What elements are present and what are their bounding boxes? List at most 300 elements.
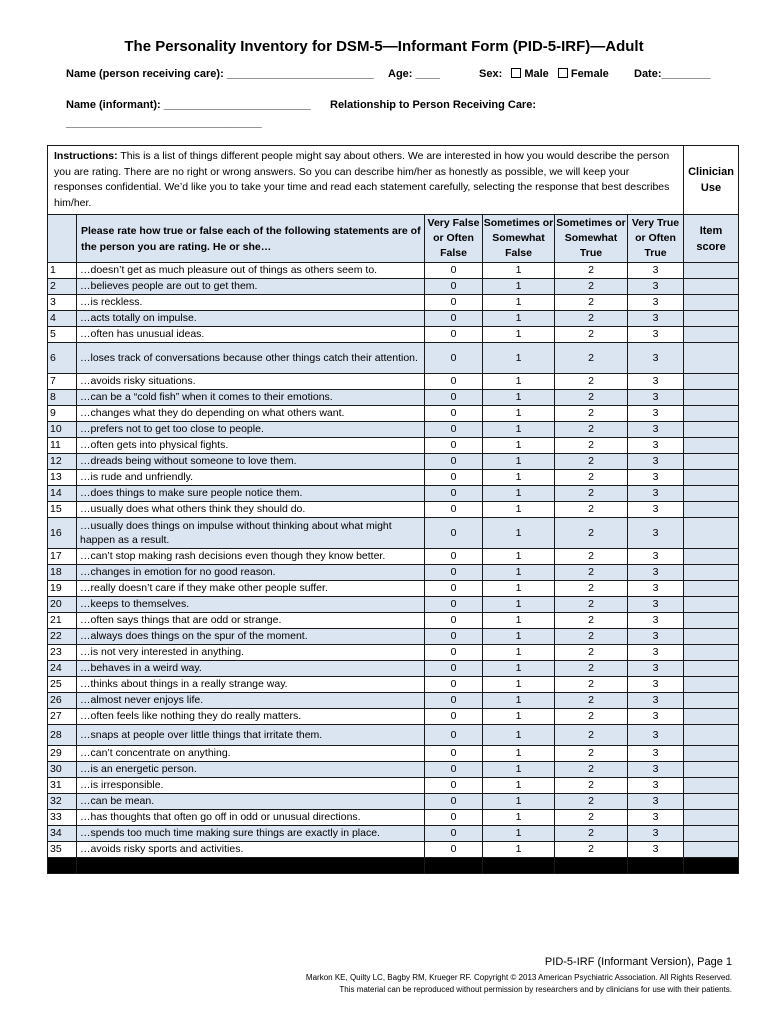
rating-option-3[interactable]: 3 <box>628 518 684 549</box>
rating-option-3[interactable]: 3 <box>628 746 684 762</box>
item-statement: …does things to make sure people notice them. <box>77 486 425 502</box>
rating-option-1[interactable]: 1 <box>483 295 555 311</box>
rating-option-3[interactable]: 3 <box>628 693 684 709</box>
table-row <box>48 581 739 597</box>
item-statement: …changes what they do depending on what others want. <box>77 406 425 422</box>
rating-option-3[interactable]: 3 <box>628 629 684 645</box>
rating-option-1[interactable]: 1 <box>483 629 555 645</box>
rating-option-2[interactable]: 2 <box>555 438 628 454</box>
male-checkbox[interactable] <box>511 68 521 78</box>
informant-label: Name (informant): ________________________ <box>66 99 311 111</box>
item-statement: …doesn’t get as much pleasure out of things as others seem to. <box>77 263 425 279</box>
rating-option-1[interactable]: 1 <box>483 826 555 842</box>
rating-option-1[interactable]: 1 <box>483 438 555 454</box>
rating-option-3[interactable]: 3 <box>628 581 684 597</box>
rating-option-1[interactable]: 1 <box>483 422 555 438</box>
item-statement: …avoids risky situations. <box>77 374 425 390</box>
item-number: 7 <box>48 374 77 390</box>
rating-option-2[interactable]: 2 <box>555 374 628 390</box>
item-statement: …snaps at people over little things that irritate them. <box>77 725 425 746</box>
rating-option-2[interactable]: 2 <box>555 693 628 709</box>
item-statement: …usually does what others think they should do. <box>77 502 425 518</box>
item-number: 23 <box>48 645 77 661</box>
instructions-text: This is a list of things different people might say about others. We are interested in how you would describe the person you are rating. There are no right or wrong answers. So you can describe him/her as honestly as possible, we will keep your responses confidential. We’d like you to take your time and read each statement carefully, selecting the response that best describes him/her. <box>54 150 670 209</box>
rating-option-1[interactable]: 1 <box>483 677 555 693</box>
table-row <box>48 842 739 858</box>
rating-option-0[interactable]: 0 <box>425 406 483 422</box>
item-statement: …is not very interested in anything. <box>77 645 425 661</box>
item-number: 16 <box>48 518 77 549</box>
rating-option-0[interactable]: 0 <box>425 390 483 406</box>
item-number: 22 <box>48 629 77 645</box>
rating-option-0[interactable]: 0 <box>425 279 483 295</box>
item-score-cell[interactable] <box>684 725 739 746</box>
rating-option-2[interactable]: 2 <box>555 327 628 343</box>
item-statement: …behaves in a weird way. <box>77 661 425 677</box>
item-statement: …really doesn’t care if they make other people suffer. <box>77 581 425 597</box>
item-number: 27 <box>48 709 77 725</box>
rating-option-0[interactable]: 0 <box>425 693 483 709</box>
rating-option-0[interactable]: 0 <box>425 374 483 390</box>
item-score-cell[interactable] <box>684 295 739 311</box>
rating-option-0[interactable]: 0 <box>425 422 483 438</box>
rating-option-1[interactable]: 1 <box>483 502 555 518</box>
rating-option-1[interactable]: 1 <box>483 613 555 629</box>
rating-option-1[interactable]: 1 <box>483 406 555 422</box>
item-number: 30 <box>48 762 77 778</box>
rating-option-3[interactable]: 3 <box>628 470 684 486</box>
date-field[interactable] <box>634 68 710 80</box>
male-label: Male <box>524 68 549 80</box>
rating-prompt: Please rate how true or false each of the following statements are of the person you are rating. He or she… <box>77 215 425 263</box>
item-statement: …thinks about things in a really strange way. <box>77 677 425 693</box>
rating-option-2[interactable]: 2 <box>555 810 628 826</box>
rating-option-3[interactable]: 3 <box>628 842 684 858</box>
item-score-cell[interactable] <box>684 677 739 693</box>
item-score-cell[interactable] <box>684 454 739 470</box>
rating-option-1[interactable]: 1 <box>483 565 555 581</box>
table-row <box>48 486 739 502</box>
table-row <box>48 565 739 581</box>
form-title: The Personality Inventory for DSM-5—Informant Form (PID-5-IRF)—Adult <box>124 38 644 55</box>
female-checkbox[interactable] <box>558 68 568 78</box>
rating-option-3[interactable]: 3 <box>628 810 684 826</box>
rating-option-0[interactable]: 0 <box>425 549 483 565</box>
rating-option-3[interactable]: 3 <box>628 826 684 842</box>
rating-option-0[interactable]: 0 <box>425 826 483 842</box>
rating-option-0[interactable]: 0 <box>425 597 483 613</box>
age-label: Age: ____ <box>388 68 440 80</box>
rating-option-1[interactable]: 1 <box>483 709 555 725</box>
rating-option-0[interactable]: 0 <box>425 629 483 645</box>
rating-option-0[interactable]: 0 <box>425 645 483 661</box>
item-number: 10 <box>48 422 77 438</box>
item-statement: …is irresponsible. <box>77 778 425 794</box>
item-statement: …loses track of conversations because other things catch their attention. <box>77 343 425 374</box>
rating-option-2[interactable]: 2 <box>555 263 628 279</box>
citation-copyright: Markon KE, Quilty LC, Bagby RM, Krueger RF. Copyright © 2013 American Psychiatric Association. All Rights Reserved. <box>305 973 732 982</box>
rating-option-3[interactable]: 3 <box>628 661 684 677</box>
name-care-label: Name (person receiving care): ________________________ <box>66 68 374 80</box>
rating-option-0[interactable]: 0 <box>425 794 483 810</box>
table-row <box>48 311 739 327</box>
rating-option-3[interactable]: 3 <box>628 343 684 374</box>
table-row <box>48 613 739 629</box>
citation <box>306 972 732 996</box>
table-row <box>48 746 739 762</box>
rating-option-0[interactable]: 0 <box>425 311 483 327</box>
rating-option-2[interactable]: 2 <box>555 677 628 693</box>
item-statement: …is reckless. <box>77 295 425 311</box>
rating-option-2[interactable]: 2 <box>555 597 628 613</box>
item-score-cell[interactable] <box>684 422 739 438</box>
item-number: 21 <box>48 613 77 629</box>
rating-option-0[interactable]: 0 <box>425 343 483 374</box>
item-score-cell[interactable] <box>684 842 739 858</box>
rating-option-1[interactable]: 1 <box>483 311 555 327</box>
rating-option-2[interactable]: 2 <box>555 486 628 502</box>
table-row <box>48 762 739 778</box>
item-score-cell[interactable] <box>684 279 739 295</box>
rating-option-0[interactable]: 0 <box>425 263 483 279</box>
age-field[interactable] <box>388 68 440 80</box>
item-score-cell[interactable] <box>684 343 739 374</box>
item-number: 8 <box>48 390 77 406</box>
item-statement: …avoids risky sports and activities. <box>77 842 425 858</box>
item-statement: …prefers not to get too close to people. <box>77 422 425 438</box>
item-rows <box>48 263 739 858</box>
rating-option-0[interactable]: 0 <box>425 709 483 725</box>
rating-option-1[interactable]: 1 <box>483 746 555 762</box>
option-very-false: Very False or Often False <box>425 215 483 263</box>
item-number: 29 <box>48 746 77 762</box>
item-number: 4 <box>48 311 77 327</box>
relationship-blank[interactable]: ________________________________ <box>66 117 262 129</box>
item-score-cell[interactable] <box>684 327 739 343</box>
rating-option-3[interactable]: 3 <box>628 406 684 422</box>
item-number: 9 <box>48 406 77 422</box>
table-row <box>48 794 739 810</box>
item-number: 13 <box>48 470 77 486</box>
rating-option-3[interactable]: 3 <box>628 311 684 327</box>
rating-option-3[interactable]: 3 <box>628 438 684 454</box>
rating-option-1[interactable]: 1 <box>483 762 555 778</box>
rating-option-2[interactable]: 2 <box>555 629 628 645</box>
sex-field <box>479 68 609 80</box>
rating-option-2[interactable]: 2 <box>555 295 628 311</box>
rating-option-3[interactable]: 3 <box>628 565 684 581</box>
table-row <box>48 502 739 518</box>
rating-option-0[interactable]: 0 <box>425 661 483 677</box>
item-number: 15 <box>48 502 77 518</box>
item-score-cell[interactable] <box>684 709 739 725</box>
item-score-cell[interactable] <box>684 693 739 709</box>
item-number: 18 <box>48 565 77 581</box>
rating-option-3[interactable]: 3 <box>628 778 684 794</box>
item-score-cell[interactable] <box>684 470 739 486</box>
item-score-cell[interactable] <box>684 374 739 390</box>
rating-option-2[interactable]: 2 <box>555 311 628 327</box>
rating-option-1[interactable]: 1 <box>483 645 555 661</box>
rating-option-1[interactable]: 1 <box>483 390 555 406</box>
item-statement: …is rude and unfriendly. <box>77 470 425 486</box>
rating-option-3[interactable]: 3 <box>628 374 684 390</box>
rating-option-1[interactable]: 1 <box>483 279 555 295</box>
relationship-label: Relationship to Person Receiving Care: <box>330 99 536 111</box>
female-label: Female <box>570 68 609 80</box>
table-row <box>48 629 739 645</box>
item-score-header: Item score <box>684 215 739 263</box>
rating-option-0[interactable]: 0 <box>425 613 483 629</box>
item-number: 35 <box>48 842 77 858</box>
table-row <box>48 645 739 661</box>
instructions <box>48 146 684 215</box>
item-statement: …can be mean. <box>77 794 425 810</box>
rating-option-1[interactable]: 1 <box>483 842 555 858</box>
table-row <box>48 454 739 470</box>
item-statement: …dreads being without someone to love them. <box>77 454 425 470</box>
rating-option-2[interactable]: 2 <box>555 709 628 725</box>
item-score-cell[interactable] <box>684 826 739 842</box>
date-label: Date:________ <box>634 68 711 80</box>
rating-option-0[interactable]: 0 <box>425 295 483 311</box>
rating-option-1[interactable]: 1 <box>483 486 555 502</box>
rating-option-3[interactable]: 3 <box>628 422 684 438</box>
item-number: 2 <box>48 279 77 295</box>
item-score-cell[interactable] <box>684 581 739 597</box>
rating-option-2[interactable]: 2 <box>555 661 628 677</box>
table-row <box>48 661 739 677</box>
rating-option-3[interactable]: 3 <box>628 645 684 661</box>
rating-option-1[interactable]: 1 <box>483 597 555 613</box>
rating-option-0[interactable]: 0 <box>425 502 483 518</box>
rating-option-3[interactable]: 3 <box>628 597 684 613</box>
table-row <box>48 677 739 693</box>
item-score-cell[interactable] <box>684 762 739 778</box>
rating-option-0[interactable]: 0 <box>425 454 483 470</box>
item-number: 24 <box>48 661 77 677</box>
rating-option-2[interactable]: 2 <box>555 279 628 295</box>
rating-option-2[interactable]: 2 <box>555 422 628 438</box>
rating-option-2[interactable]: 2 <box>555 581 628 597</box>
citation-permission: This material can be reproduced without permission by researchers and by clinicians for use with their patients. <box>339 985 732 994</box>
rating-option-3[interactable]: 3 <box>628 549 684 565</box>
table-row <box>48 810 739 826</box>
rating-option-1[interactable]: 1 <box>483 725 555 746</box>
option-very-true: Very True or Often True <box>628 215 684 263</box>
item-score-cell[interactable] <box>684 565 739 581</box>
item-score-cell[interactable] <box>684 502 739 518</box>
rating-option-0[interactable]: 0 <box>425 725 483 746</box>
item-score-cell[interactable] <box>684 661 739 677</box>
rating-option-0[interactable]: 0 <box>425 486 483 502</box>
rating-option-1[interactable]: 1 <box>483 343 555 374</box>
table-row <box>48 518 739 549</box>
rating-option-1[interactable]: 1 <box>483 810 555 826</box>
item-score-cell[interactable] <box>684 486 739 502</box>
item-statement: …almost never enjoys life. <box>77 693 425 709</box>
table-row <box>48 390 739 406</box>
table-row <box>48 725 739 746</box>
rating-option-3[interactable]: 3 <box>628 454 684 470</box>
table-row <box>48 279 739 295</box>
rating-option-3[interactable]: 3 <box>628 279 684 295</box>
rating-option-2[interactable]: 2 <box>555 826 628 842</box>
item-score-cell[interactable] <box>684 438 739 454</box>
rating-option-1[interactable]: 1 <box>483 327 555 343</box>
rating-option-3[interactable]: 3 <box>628 725 684 746</box>
item-number: 1 <box>48 263 77 279</box>
rating-option-3[interactable]: 3 <box>628 390 684 406</box>
instructions-label: Instructions: <box>54 150 118 162</box>
item-score-cell[interactable] <box>684 390 739 406</box>
rating-option-2[interactable]: 2 <box>555 725 628 746</box>
table-row <box>48 406 739 422</box>
rating-option-1[interactable]: 1 <box>483 549 555 565</box>
number-header <box>48 215 77 263</box>
item-number: 12 <box>48 454 77 470</box>
item-statement: …often gets into physical fights. <box>77 438 425 454</box>
item-statement: …changes in emotion for no good reason. <box>77 565 425 581</box>
table-row <box>48 343 739 374</box>
item-number: 14 <box>48 486 77 502</box>
rating-option-0[interactable]: 0 <box>425 565 483 581</box>
item-statement: …usually does things on impulse without thinking about what might happen as a result. <box>77 518 425 549</box>
rating-option-1[interactable]: 1 <box>483 263 555 279</box>
rating-option-1[interactable]: 1 <box>483 454 555 470</box>
rating-option-0[interactable]: 0 <box>425 762 483 778</box>
rating-option-0[interactable]: 0 <box>425 438 483 454</box>
item-number: 31 <box>48 778 77 794</box>
item-score-cell[interactable] <box>684 518 739 549</box>
rating-option-2[interactable]: 2 <box>555 645 628 661</box>
item-statement: …is an energetic person. <box>77 762 425 778</box>
rating-option-1[interactable]: 1 <box>483 778 555 794</box>
item-statement: …keeps to themselves. <box>77 597 425 613</box>
rating-option-2[interactable]: 2 <box>555 470 628 486</box>
item-score-cell[interactable] <box>684 597 739 613</box>
item-number: 33 <box>48 810 77 826</box>
rating-option-2[interactable]: 2 <box>555 518 628 549</box>
item-number: 26 <box>48 693 77 709</box>
item-number: 32 <box>48 794 77 810</box>
rating-option-0[interactable]: 0 <box>425 581 483 597</box>
table-row <box>48 422 739 438</box>
rating-option-1[interactable]: 1 <box>483 470 555 486</box>
item-score-cell[interactable] <box>684 406 739 422</box>
item-score-cell[interactable] <box>684 746 739 762</box>
item-number: 20 <box>48 597 77 613</box>
rating-option-1[interactable]: 1 <box>483 374 555 390</box>
table-row <box>48 693 739 709</box>
item-number: 19 <box>48 581 77 597</box>
item-score-cell[interactable] <box>684 613 739 629</box>
rating-option-0[interactable]: 0 <box>425 778 483 794</box>
rating-option-2[interactable]: 2 <box>555 842 628 858</box>
relationship-field[interactable] <box>330 99 536 111</box>
rating-option-3[interactable]: 3 <box>628 486 684 502</box>
rating-option-1[interactable]: 1 <box>483 581 555 597</box>
item-score-cell[interactable] <box>684 629 739 645</box>
table-row <box>48 470 739 486</box>
rating-option-3[interactable]: 3 <box>628 677 684 693</box>
item-statement: …often says things that are odd or strange. <box>77 613 425 629</box>
option-somewhat-true: Sometimes or Somewhat True <box>555 215 628 263</box>
rating-option-1[interactable]: 1 <box>483 661 555 677</box>
page-footer: PID-5-IRF (Informant Version), Page 1 <box>544 956 732 968</box>
rating-option-0[interactable]: 0 <box>425 746 483 762</box>
item-score-cell[interactable] <box>684 810 739 826</box>
rating-option-2[interactable]: 2 <box>555 762 628 778</box>
item-score-cell[interactable] <box>684 778 739 794</box>
item-number: 3 <box>48 295 77 311</box>
rating-option-1[interactable]: 1 <box>483 693 555 709</box>
item-statement: …often feels like nothing they do really matters. <box>77 709 425 725</box>
item-score-cell[interactable] <box>684 794 739 810</box>
rating-option-0[interactable]: 0 <box>425 518 483 549</box>
rating-option-3[interactable]: 3 <box>628 327 684 343</box>
rating-option-3[interactable]: 3 <box>628 762 684 778</box>
item-statement: …often has unusual ideas. <box>77 327 425 343</box>
rating-option-3[interactable]: 3 <box>628 613 684 629</box>
item-score-cell[interactable] <box>684 263 739 279</box>
table-row <box>48 709 739 725</box>
rating-option-0[interactable]: 0 <box>425 842 483 858</box>
item-score-cell[interactable] <box>684 549 739 565</box>
rating-option-3[interactable]: 3 <box>628 794 684 810</box>
rating-option-2[interactable]: 2 <box>555 778 628 794</box>
sex-label: Sex: <box>479 68 503 80</box>
item-score-cell[interactable] <box>684 645 739 661</box>
rating-option-0[interactable]: 0 <box>425 677 483 693</box>
rating-option-0[interactable]: 0 <box>425 327 483 343</box>
rating-option-3[interactable]: 3 <box>628 263 684 279</box>
informant-name-field[interactable] <box>66 99 311 111</box>
rating-option-0[interactable]: 0 <box>425 470 483 486</box>
item-statement: …has thoughts that often go off in odd or unusual directions. <box>77 810 425 826</box>
name-care-field[interactable] <box>66 68 374 80</box>
item-statement: …spends too much time making sure things are exactly in place. <box>77 826 425 842</box>
item-statement: …can’t concentrate on anything. <box>77 746 425 762</box>
rating-option-2[interactable]: 2 <box>555 390 628 406</box>
rating-option-2[interactable]: 2 <box>555 565 628 581</box>
item-score-cell[interactable] <box>684 311 739 327</box>
item-number: 6 <box>48 343 77 374</box>
rating-option-0[interactable]: 0 <box>425 810 483 826</box>
rating-option-1[interactable]: 1 <box>483 794 555 810</box>
rating-option-2[interactable]: 2 <box>555 343 628 374</box>
rating-option-3[interactable]: 3 <box>628 502 684 518</box>
rating-option-1[interactable]: 1 <box>483 518 555 549</box>
rating-option-2[interactable]: 2 <box>555 502 628 518</box>
item-statement: …always does things on the spur of the moment. <box>77 629 425 645</box>
rating-option-2[interactable]: 2 <box>555 406 628 422</box>
rating-option-3[interactable]: 3 <box>628 709 684 725</box>
rating-option-2[interactable]: 2 <box>555 613 628 629</box>
table-row <box>48 826 739 842</box>
rating-option-2[interactable]: 2 <box>555 549 628 565</box>
table-row <box>48 549 739 565</box>
item-statement: …believes people are out to get them. <box>77 279 425 295</box>
rating-option-2[interactable]: 2 <box>555 454 628 470</box>
item-number: 17 <box>48 549 77 565</box>
table-row <box>48 597 739 613</box>
rating-option-2[interactable]: 2 <box>555 746 628 762</box>
option-somewhat-false: Sometimes or Somewhat False <box>483 215 555 263</box>
table-row <box>48 263 739 279</box>
rating-option-2[interactable]: 2 <box>555 794 628 810</box>
rating-option-3[interactable]: 3 <box>628 295 684 311</box>
